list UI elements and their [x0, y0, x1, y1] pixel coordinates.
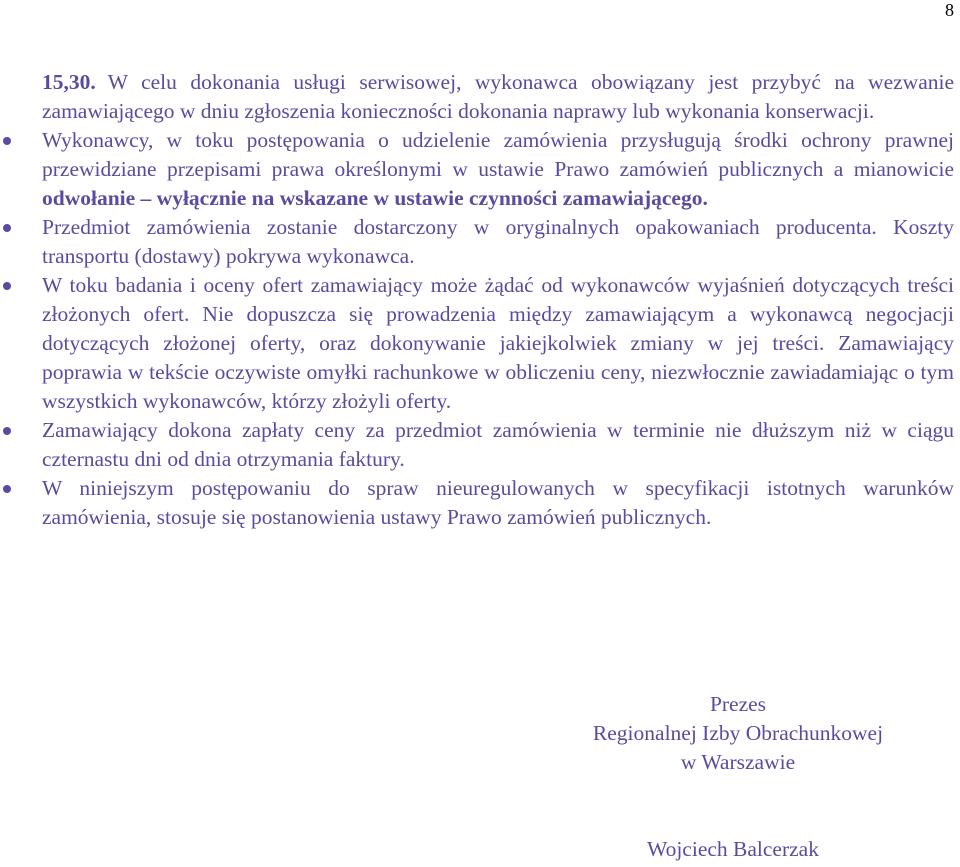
bullet-text: W niniejszym postępowaniu do spraw nieuregulowanych w specyfikacji istotnych warunków zamówienia, stosuje się postanowienia ustawy Prawo zamówień publicznych. — [42, 476, 954, 529]
bullet-icon — [3, 427, 11, 435]
bullet-icon — [3, 137, 11, 145]
signature-institution-line: Regionalnej Izby Obrachunkowej — [592, 721, 884, 745]
signature-location-line: w Warszawie — [680, 750, 796, 774]
intro-text: W celu dokonania usługi serwisowej, wykonawca obowiązany jest przybyć na wezwanie zamawiającego w dniu zgłoszenia konieczności dokonania naprawy lub wykonania konserwacji. — [42, 70, 954, 123]
bullet-item-law — [42, 474, 954, 532]
bullet-text: Zamawiający dokona zapłaty ceny za przedmiot zamówienia w terminie nie dłuższym niż w ciągu czternastu dni od dnia otrzymania faktury. — [42, 418, 954, 471]
bullet-bold-text: odwołanie – wyłącznie na wskazane w ustawie czynności zamawiającego. — [42, 186, 708, 210]
bullet-text: W toku badania i oceny ofert zamawiający może żądać od wykonawców wyjaśnień dotyczących treści złożonych ofert. Nie dopuszcza się prowadzenia między zamawiającym a wykonawcą negocjacji dotyczących złożonej oferty, oraz dokonywanie jakiejkolwiek zmiany w jej treści. Zamawiający poprawia w tekście oczywiste omyłki rachunkowe w obliczeniu ceny, niezwłocznie zawiadamiając o tym wszystkich wykonawców, którzy złożyli oferty. — [42, 273, 954, 413]
document-body — [42, 68, 954, 532]
bullet-item-payment — [42, 416, 954, 474]
bullet-text: Przedmiot zamówienia zostanie dostarczony w oryginalnych opakowaniach producenta. Koszty transportu (dostawy) pokrywa wykonawca. — [42, 215, 954, 268]
bullet-icon — [3, 485, 11, 493]
signature-title-line: Prezes — [709, 692, 767, 716]
section-number: 15,30. — [42, 70, 96, 94]
bullet-icon — [3, 224, 11, 232]
bullet-text: Wykonawcy, w toku postępowania o udzielenie zamówienia przysługują środki ochrony prawnej przewidziane przepisami prawa określonymi w ustawie Prawo zamówień publicznych a mianowicie — [42, 128, 954, 181]
bullet-item-remedies — [42, 126, 954, 213]
signatory-name: Wojciech Balcerzak — [647, 837, 819, 861]
bullet-item-delivery — [42, 213, 954, 271]
intro-paragraph — [42, 68, 954, 126]
bullet-icon — [3, 282, 11, 290]
page-number: 8 — [945, 0, 954, 20]
bullet-item-evaluation — [42, 271, 954, 416]
